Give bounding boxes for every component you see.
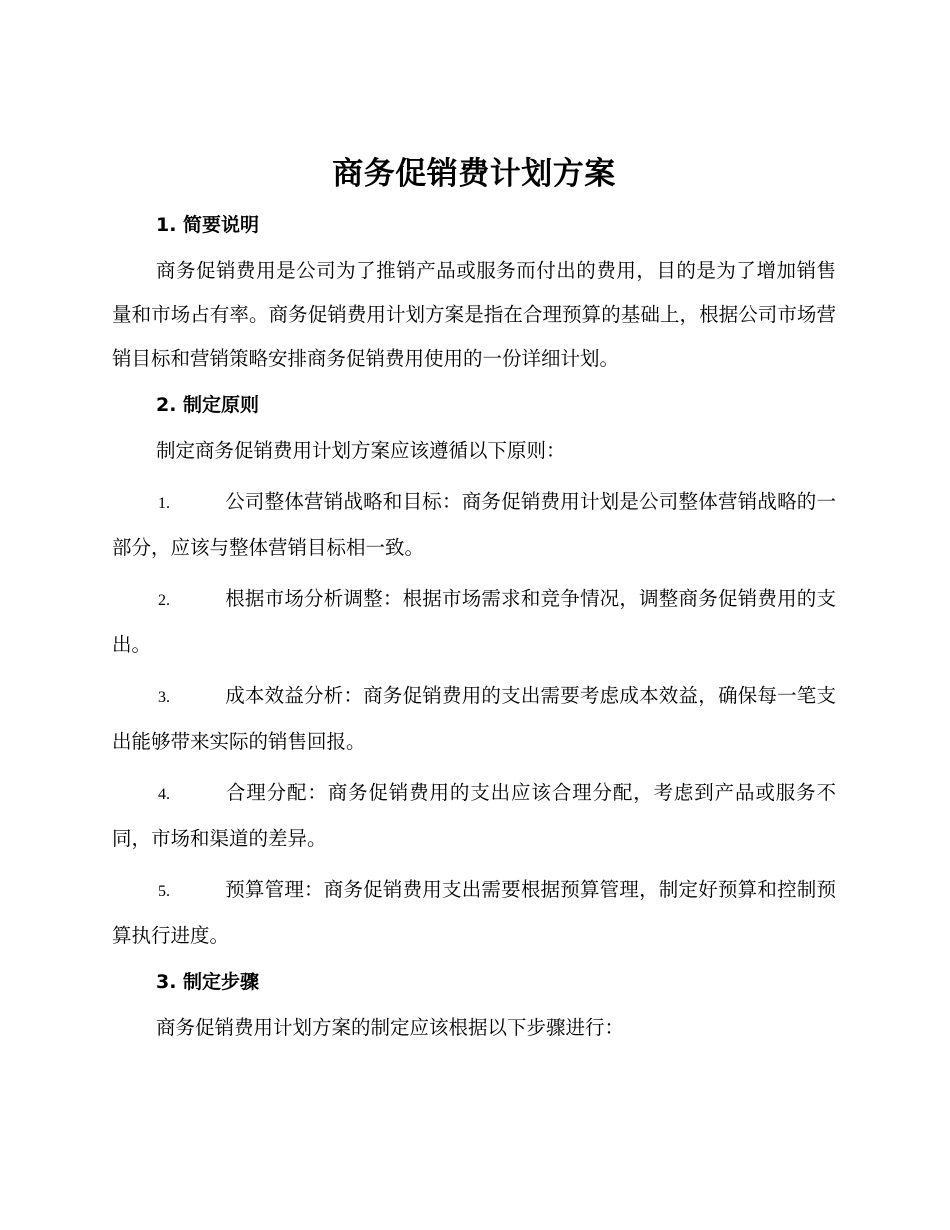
section-heading-principles: 2. 制定原则	[156, 394, 260, 416]
list-item	[112, 674, 836, 764]
document-title: 商务促销费计划方案	[332, 156, 616, 192]
list-item	[112, 480, 836, 570]
list-item	[112, 771, 836, 861]
summary-paragraph: 商务促销费用是公司为了推销产品或服务而付出的费用，目的是为了增加销售量和市场占有率。商务促销费用计划方案是指在合理预算的基础上，根据公司市场营销目标和营销策略安排商务促销费用使用的一份详细计划。	[112, 259, 836, 370]
list-item-text: 公司整体营销战略和目标：商务促销费用计划是公司整体营销战略的一部分，应该与整体营销目标相一致。	[112, 490, 836, 559]
list-item	[112, 868, 836, 958]
section-heading-summary: 1. 简要说明	[156, 214, 260, 236]
list-item-text: 根据市场分析调整：根据市场需求和竞争情况，调整商务促销费用的支出。	[112, 587, 836, 656]
list-item-number: 1.	[158, 495, 170, 512]
list-item-number: 5.	[158, 883, 170, 900]
principles-intro: 制定商务促销费用计划方案应该遵循以下原则：	[156, 439, 566, 462]
list-item-number: 4.	[158, 786, 170, 803]
steps-intro: 商务促销费用计划方案的制定应该根据以下步骤进行：	[156, 1016, 625, 1039]
list-item-text: 成本效益分析：商务促销费用的支出需要考虑成本效益，确保每一笔支出能够带来实际的销售回报。	[112, 684, 836, 753]
list-item	[112, 577, 836, 667]
list-item-text: 合理分配：商务促销费用的支出应该合理分配，考虑到产品或服务不同，市场和渠道的差异。	[112, 781, 836, 850]
document-page	[112, 150, 836, 1050]
list-item-number: 3.	[158, 689, 170, 706]
list-item-text: 预算管理：商务促销费用支出需要根据预算管理，制定好预算和控制预算执行进度。	[112, 878, 836, 947]
section-heading-steps: 3. 制定步骤	[156, 971, 260, 993]
list-item-number: 2.	[158, 592, 170, 609]
